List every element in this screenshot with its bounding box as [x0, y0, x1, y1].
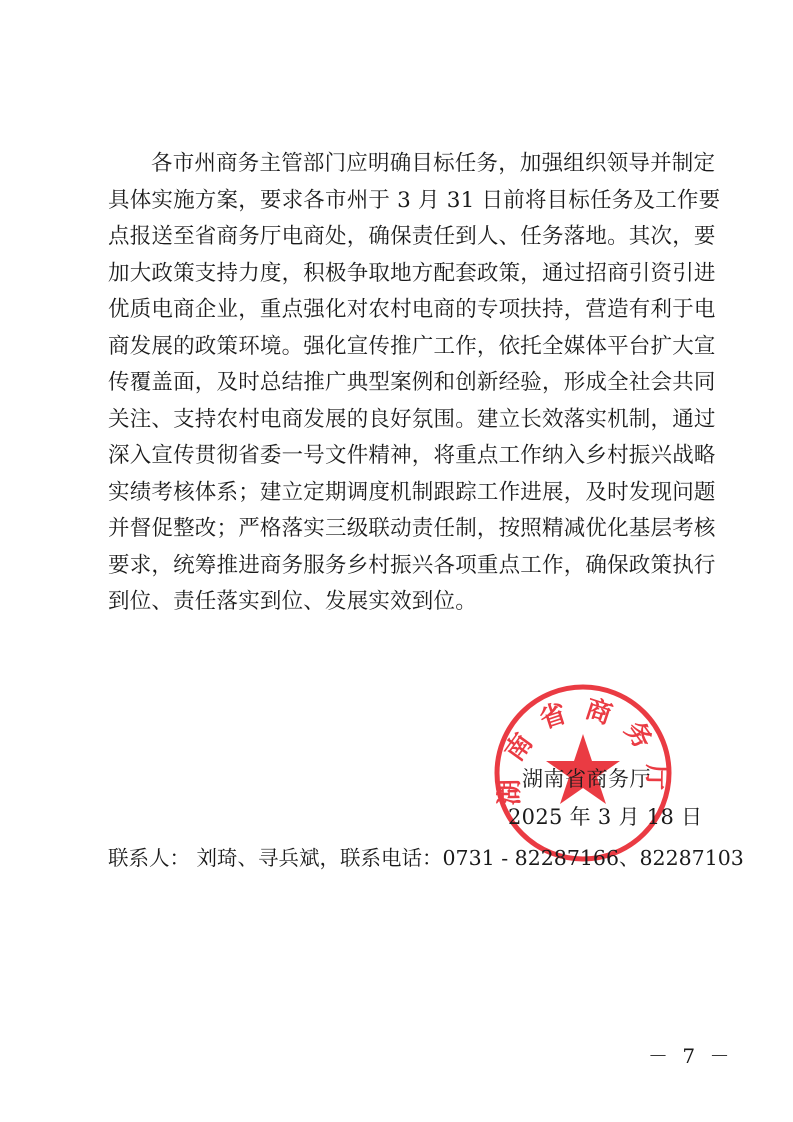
body-line: 加大政策支持力度，积极争取地方配套政策，通过招商引资引进: [108, 260, 716, 286]
body-line: 点报送至省商务厅电商处，确保责任到人、任务落地。其次，要: [108, 224, 716, 249]
body-line: 各市州商务主管部门应明确目标任务，加强组织领导并制定: [151, 151, 716, 176]
issue-date: 2025 年 3 月 18 日: [508, 805, 703, 829]
body-paragraph: [108, 146, 721, 621]
seal-text: 湖南省商务厅: [494, 693, 672, 806]
body-line: 到位、责任落实到位、发展实效到位。: [108, 589, 477, 614]
body-line: 要求，统筹推进商务服务乡村振兴各项重点工作，确保政策执行: [108, 552, 716, 578]
page-number: － 7 －: [648, 1044, 734, 1068]
body-line: 实绩考核体系；建立定期调度机制跟踪工作进展，及时发现问题: [108, 479, 716, 505]
issuer-name: 湖南省商务厅: [522, 767, 651, 791]
body-line: 关注、支持农村电商发展的良好氛围。建立长效落实机制，通过: [108, 406, 716, 432]
body-line: 深入宣传贯彻省委一号文件精神，将重点工作纳入乡村振兴战略: [108, 443, 716, 468]
body-line: 优质电商企业，重点强化对农村电商的专项扶持，营造有利于电: [108, 297, 716, 322]
body-line: 具体实施方案，要求各市州于 3 月 31 日前将目标任务及工作要: [108, 187, 721, 213]
contact-line: 联系人： 刘琦、寻兵斌，联系电话：0731 - 82287166、82287103: [108, 846, 744, 870]
body-line: 商发展的政策环境。强化宣传推广工作，依托全媒体平台扩大宣: [108, 333, 716, 359]
body-line: 并督促整改；严格落实三级联动责任制，按照精减优化基层考核: [108, 516, 716, 541]
body-line: 传覆盖面，及时总结推广典型案例和创新经验，形成全社会共同: [108, 370, 716, 395]
